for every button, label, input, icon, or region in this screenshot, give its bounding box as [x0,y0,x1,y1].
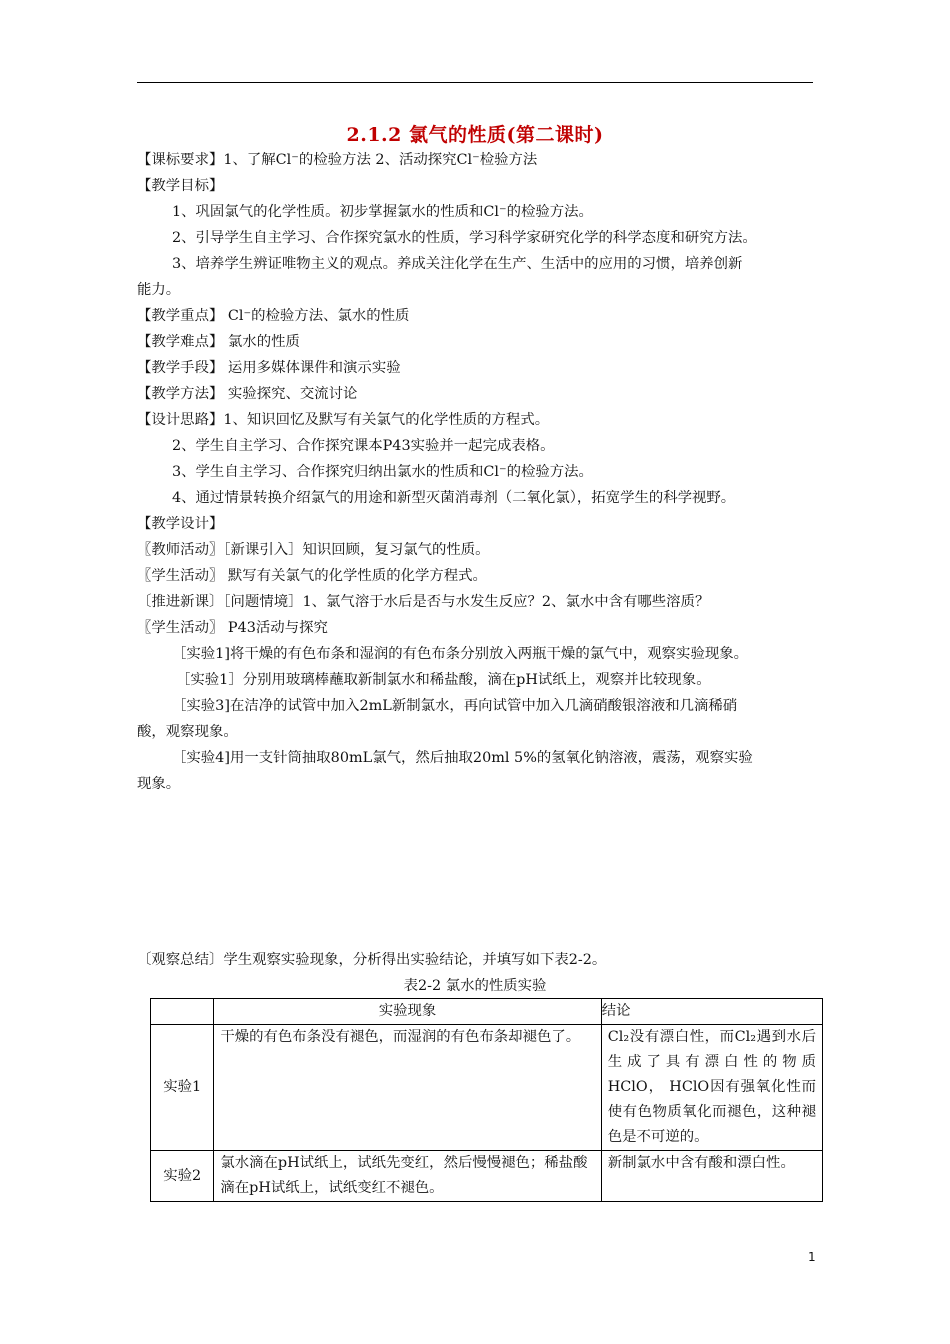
objective-item: 1、巩固氯气的化学性质。初步掌握氯水的性质和Cl⁻的检验方法。 [172,204,593,220]
page-title: 2.1.2 氯气的性质(第二课时) [346,124,604,146]
experiment-4: ［实验4]用一支针筒抽取80mL氯气，然后抽取20ml 5%的氢氧化钠溶液，震荡，观察实验 [172,750,753,766]
experiment-1: ［实验1]将干燥的有色布条和湿润的有色布条分别放入两瓶干燥的氯气中，观察实验现象。 [172,646,749,662]
objective-item: 3、培养学生辨证唯物主义的观点。养成关注化学在生产、生活中的应用的习惯，培养创新 [172,256,743,272]
experiment-3: ［实验3]在洁净的试管中加入2mL新制氯水，再向试管中加入几滴硝酸银溶液和几滴稀硝 [172,698,738,714]
curriculum-requirement: 【课标要求】1、了解Cl⁻的检验方法 2、活动探究Cl⁻检验方法 [137,152,538,168]
objective-item-cont: 能力。 [137,282,181,298]
design-idea-item: 3、学生自主学习、合作探究归纳出氯水的性质和Cl⁻的检验方法。 [172,464,593,480]
row-label: 实验1 [151,1025,214,1151]
table-caption: 表2-2 氯水的性质实验 [403,978,547,994]
key-points: 【教学重点】 Cl⁻的检验方法、氯水的性质 [137,308,410,324]
phenomenon-cell: 氯水滴在pH试纸上，试纸先变红，然后慢慢褪色；稀盐酸滴在pH试纸上，试纸变红不褪色。 [214,1151,601,1202]
objectives-heading: 【教学目标】 [137,178,224,194]
header-cell [151,999,214,1025]
header-rule [137,82,813,83]
table-row [151,1151,823,1202]
header-cell: 结论 [601,999,822,1025]
conclusion-cell: Cl₂没有漂白性，而Cl₂遇到水后生成了具有漂白性的物质HClO， HClO因有强氧化性而使有色物质氧化而褪色，这种褪色是不可逆的。 [601,1025,822,1151]
student-activity: 〖学生活动〗 默写有关氯气的化学性质的化学方程式。 [137,568,487,584]
page-number: 1 [808,1250,816,1264]
teaching-design-heading: 【教学设计】 [137,516,224,532]
row-label: 实验2 [151,1151,214,1202]
objective-item: 2、引导学生自主学习、合作探究氯水的性质，学习科学家研究化学的科学态度和研究方法。 [172,230,757,246]
experiment-2: ［实验1］分别用玻璃棒蘸取新制氯水和稀盐酸，滴在pH试纸上，观察并比较现象。 [176,672,711,688]
advance-lesson: 〔推进新课〕［问题情境］1、氯气溶于水后是否与水发生反应？2、氯水中含有哪些溶质？ [137,594,710,610]
difficulty: 【教学难点】 氯水的性质 [137,334,300,350]
phenomenon-cell: 干燥的有色布条没有褪色，而湿润的有色布条却褪色了。 [214,1025,601,1151]
design-idea-item: 2、学生自主学习、合作探究课本P43实验并一起完成表格。 [172,438,555,454]
table-header-row [151,999,823,1025]
design-idea-item: 4、通过情景转换介绍氯气的用途和新型灭菌消毒剂（二氧化氯），拓宽学生的科学视野。 [172,490,736,506]
teaching-method: 【教学方法】 实验探究、交流讨论 [137,386,358,402]
observation-summary: 〔观察总结〕学生观察实验现象，分析得出实验结论，并填写如下表2-2。 [137,952,607,968]
student-activity: 〖学生活动〗 P43活动与探究 [137,620,328,636]
experiment-3-cont: 酸，观察现象。 [137,724,238,740]
design-idea: 【设计思路】1、知识回忆及默写有关氯气的化学性质的方程式。 [137,412,550,428]
teaching-means: 【教学手段】 运用多媒体课件和演示实验 [137,360,401,376]
experiment-4-cont: 现象。 [137,776,181,792]
header-cell: 实验现象 [214,999,601,1025]
table-row [151,1025,823,1151]
conclusion-cell: 新制氯水中含有酸和漂白性。 [601,1151,822,1202]
properties-table [150,998,823,1202]
teacher-activity: 〖教师活动〗［新课引入］知识回顾，复习氯气的性质。 [137,542,490,558]
